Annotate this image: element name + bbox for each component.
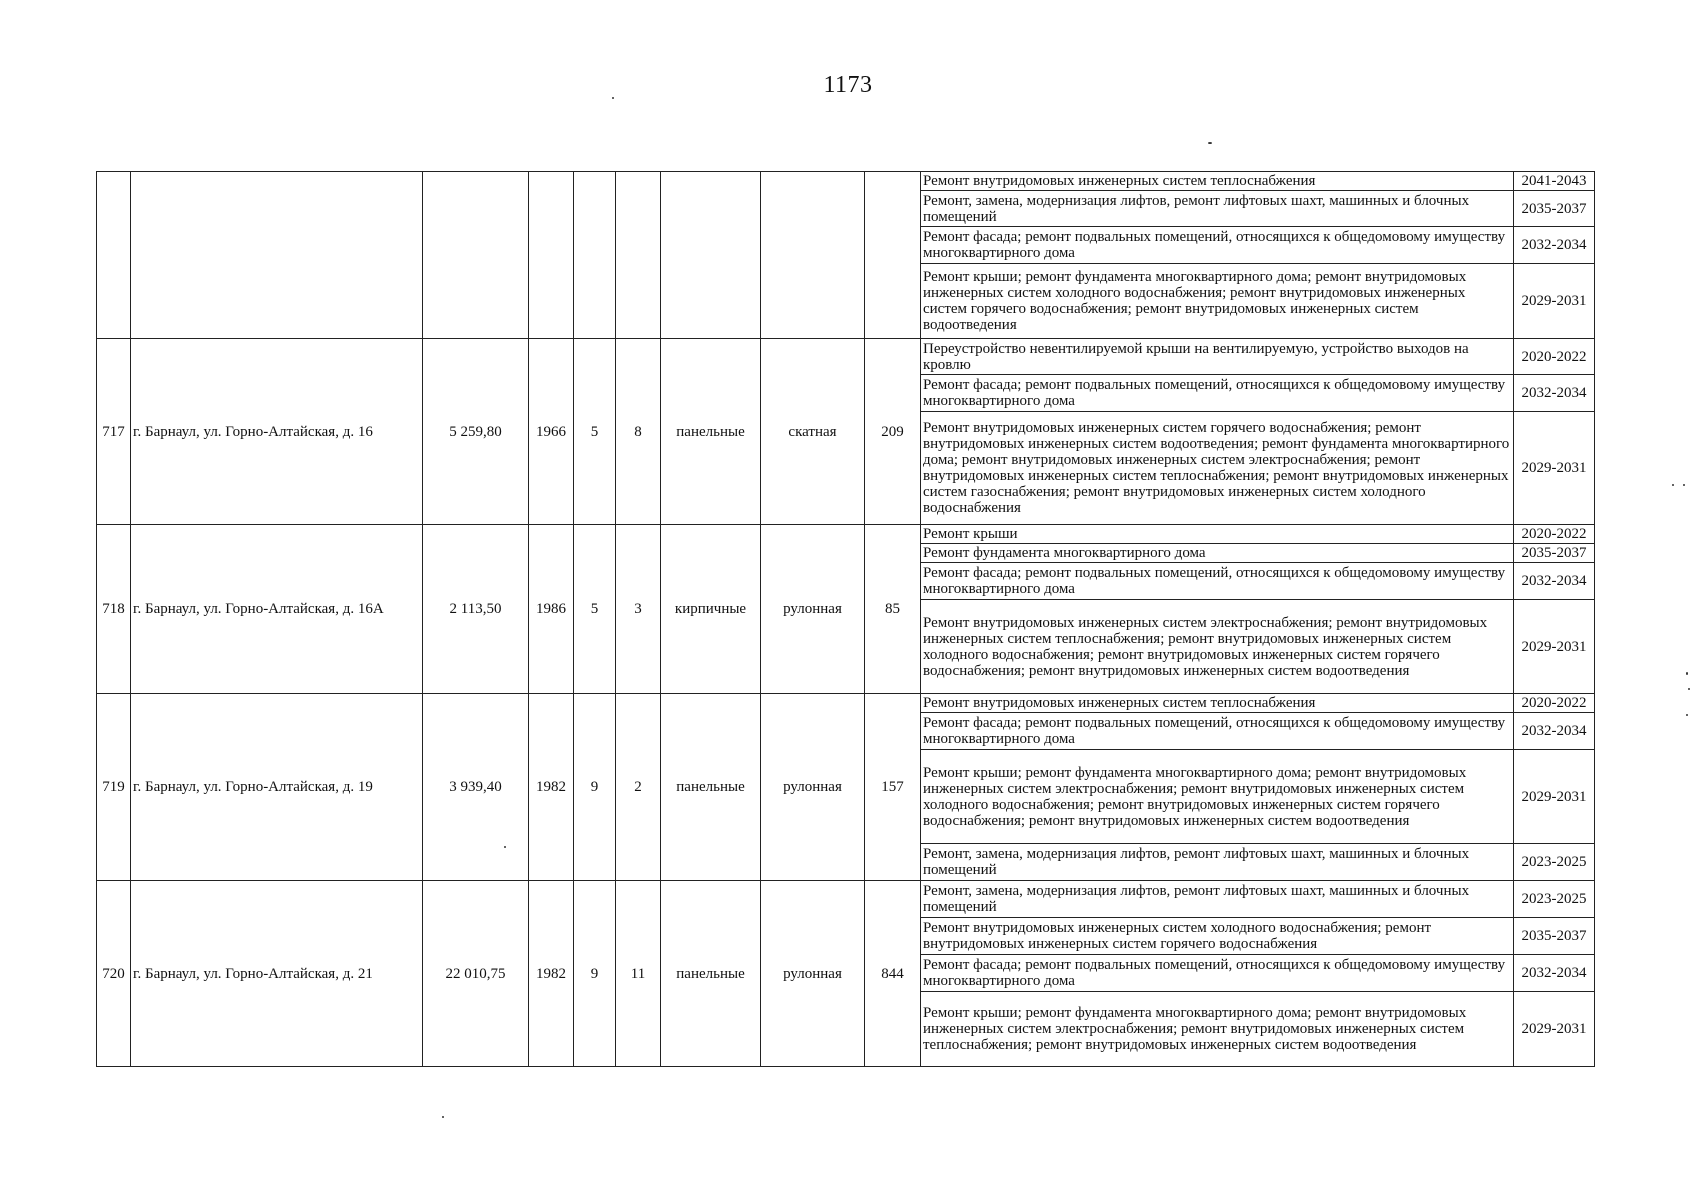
house-address: г. Барнаул, ул. Горно-Алтайская, д. 16 [131,339,423,525]
house-roof-type: рулонная [761,881,865,1067]
house-year [529,172,574,339]
house-area: 5 259,80 [423,339,529,525]
repair-work-description: Ремонт фундамента многоквартирного дома [921,544,1514,563]
repair-work-description: Ремонт крыши; ремонт фундамента многоквартирного дома; ремонт внутридомовых инженерных систем электроснабжения; ремонт внутридомовых инженерных систем холодного водоснабжения; ремонт внутридомовых инженерных систем горячего водоснабжения; ремонт внутридомовых инженерных систем водоотведения [921,750,1514,844]
repair-work-description: Ремонт, замена, модернизация лифтов, ремонт лифтовых шахт, машинных и блочных помещений [921,881,1514,918]
repair-work-period: 2032-2034 [1514,955,1595,992]
house-year: 1966 [529,339,574,525]
house-floors [574,172,616,339]
repair-work-period: 2023-2025 [1514,844,1595,881]
repair-work-period: 2032-2034 [1514,713,1595,750]
house-floors: 9 [574,881,616,1067]
house-residents: 844 [865,881,921,1067]
repair-work-period: 2035-2037 [1514,544,1595,563]
house-roof-type [761,172,865,339]
house-area: 2 113,50 [423,525,529,694]
repair-work-period: 2032-2034 [1514,563,1595,600]
repair-work-period: 2020-2022 [1514,339,1595,375]
house-wall-material: панельные [661,694,761,881]
house-entrances [616,172,661,339]
overhaul-register-table [96,171,1595,1067]
house-address [131,172,423,339]
table-row [97,881,1595,918]
house-roof-type: рулонная [761,525,865,694]
repair-work-period: 2035-2037 [1514,191,1595,227]
repair-work-period: 2035-2037 [1514,918,1595,955]
house-entrances: 3 [616,525,661,694]
repair-work-description: Ремонт внутридомовых инженерных систем теплоснабжения [921,172,1514,191]
house-number: 720 [97,881,131,1067]
repair-work-period: 2029-2031 [1514,750,1595,844]
table-row [97,525,1595,544]
scan-speck [442,1116,444,1118]
house-number: 718 [97,525,131,694]
scan-speck [1688,688,1690,690]
house-floors: 5 [574,339,616,525]
repair-work-description: Ремонт внутридомовых инженерных систем теплоснабжения [921,694,1514,713]
house-area [423,172,529,339]
table-row [97,694,1595,713]
house-entrances: 2 [616,694,661,881]
house-number: 717 [97,339,131,525]
house-address: г. Барнаул, ул. Горно-Алтайская, д. 21 [131,881,423,1067]
repair-work-period: 2029-2031 [1514,600,1595,694]
repair-work-description: Ремонт, замена, модернизация лифтов, ремонт лифтовых шахт, машинных и блочных помещений [921,191,1514,227]
repair-work-description: Ремонт крыши; ремонт фундамента многоквартирного дома; ремонт внутридомовых инженерных систем электроснабжения; ремонт внутридомовых инженерных систем теплоснабжения; ремонт внутридомовых инженерных систем водоотведения [921,992,1514,1067]
house-floors: 9 [574,694,616,881]
repair-work-period: 2020-2022 [1514,694,1595,713]
repair-work-description: Ремонт внутридомовых инженерных систем холодного водоснабжения; ремонт внутридомовых инженерных систем горячего водоснабжения [921,918,1514,955]
house-entrances: 11 [616,881,661,1067]
house-entrances: 8 [616,339,661,525]
repair-work-period: 2029-2031 [1514,264,1595,339]
repair-work-description: Ремонт фасада; ремонт подвальных помещений, относящихся к общедомовому имуществу многоквартирного дома [921,713,1514,750]
repair-work-description: Ремонт фасада; ремонт подвальных помещений, относящихся к общедомовому имуществу многоквартирного дома [921,227,1514,264]
house-year: 1986 [529,525,574,694]
repair-work-period: 2029-2031 [1514,992,1595,1067]
repair-work-period: 2029-2031 [1514,412,1595,525]
repair-work-description: Переустройство невентилируемой крыши на вентилируемую, устройство выходов на кровлю [921,339,1514,375]
repair-work-description: Ремонт крыши [921,525,1514,544]
repair-work-description: Ремонт крыши; ремонт фундамента многоквартирного дома; ремонт внутридомовых инженерных систем холодного водоснабжения; ремонт внутридомовых инженерных систем горячего водоснабжения; ремонт внутридомовых инженерных систем водоотведения [921,264,1514,339]
house-area: 22 010,75 [423,881,529,1067]
house-residents: 157 [865,694,921,881]
repair-work-description: Ремонт, замена, модернизация лифтов, ремонт лифтовых шахт, машинных и блочных помещений [921,844,1514,881]
scan-speck [1683,484,1685,486]
repair-work-period: 2041-2043 [1514,172,1595,191]
register-body [97,172,1595,1067]
table-row [97,172,1595,191]
house-roof-type: скатная [761,339,865,525]
house-address: г. Барнаул, ул. Горно-Алтайская, д. 19 [131,694,423,881]
house-wall-material: панельные [661,339,761,525]
repair-work-period: 2032-2034 [1514,375,1595,412]
repair-work-period: 2032-2034 [1514,227,1595,264]
repair-work-description: Ремонт фасада; ремонт подвальных помещений, относящихся к общедомовому имуществу многоквартирного дома [921,563,1514,600]
page-number: 1173 [823,72,873,98]
scan-speck [1208,142,1212,144]
repair-work-description: Ремонт внутридомовых инженерных систем горячего водоснабжения; ремонт внутридомовых инженерных систем водоотведения; ремонт фундамента многоквартирного дома; ремонт внутридомовых инженерных систем электроснабжения; ремонт внутридомовых инженерных систем теплоснабжения; ремонт внутридомовых инженерных систем газоснабжения; ремонт внутридомовых инженерных систем холодного водоснабжения [921,412,1514,525]
house-residents [865,172,921,339]
scan-speck [1672,484,1674,486]
house-year: 1982 [529,881,574,1067]
house-address: г. Барнаул, ул. Горно-Алтайская, д. 16А [131,525,423,694]
house-wall-material: кирпичные [661,525,761,694]
house-residents: 209 [865,339,921,525]
repair-work-period: 2020-2022 [1514,525,1595,544]
house-wall-material [661,172,761,339]
scan-speck [1686,672,1688,675]
table-row [97,339,1595,375]
house-area: 3 939,40 [423,694,529,881]
repair-work-period: 2023-2025 [1514,881,1595,918]
house-wall-material: панельные [661,881,761,1067]
house-number: 719 [97,694,131,881]
scan-speck [1686,714,1688,716]
repair-work-description: Ремонт фасада; ремонт подвальных помещений, относящихся к общедомовому имуществу многоквартирного дома [921,955,1514,992]
scan-speck [612,97,614,99]
house-number [97,172,131,339]
house-roof-type: рулонная [761,694,865,881]
repair-work-description: Ремонт внутридомовых инженерных систем электроснабжения; ремонт внутридомовых инженерных систем теплоснабжения; ремонт внутридомовых инженерных систем холодного водоснабжения; ремонт внутридомовых инженерных систем горячего водоснабжения; ремонт внутридомовых инженерных систем водоотведения [921,600,1514,694]
repair-work-description: Ремонт фасада; ремонт подвальных помещений, относящихся к общедомовому имуществу многоквартирного дома [921,375,1514,412]
house-year: 1982 [529,694,574,881]
house-residents: 85 [865,525,921,694]
house-floors: 5 [574,525,616,694]
